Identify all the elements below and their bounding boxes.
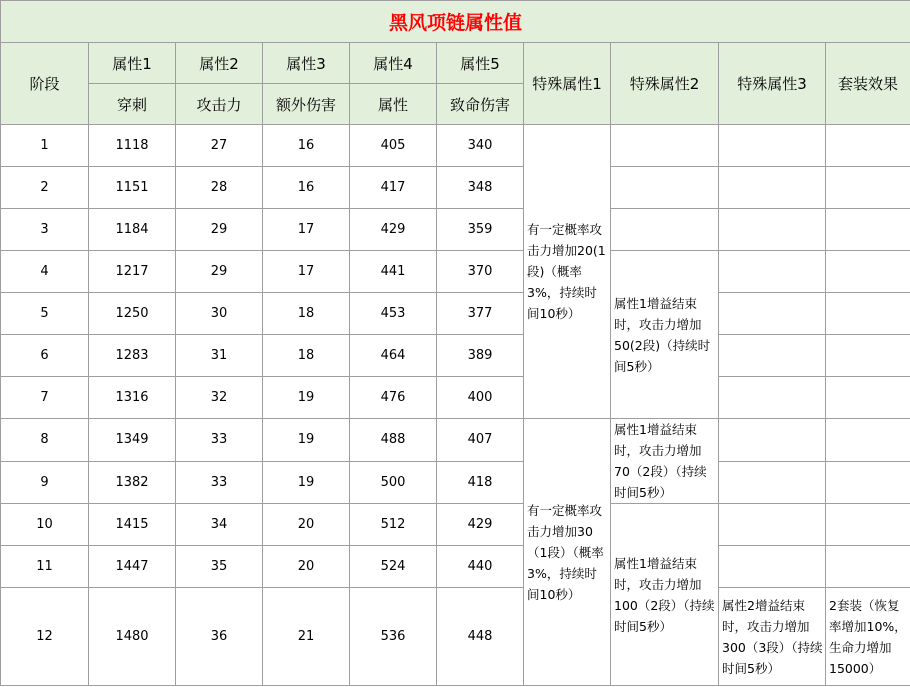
- attr3-cell: 21: [263, 588, 350, 686]
- attr2-cell: 29: [176, 209, 263, 251]
- stage-cell: 10: [1, 504, 89, 546]
- table-row: [1, 209, 910, 251]
- header-attr2: 属性2: [176, 43, 263, 84]
- header-attr3: 属性3: [263, 43, 350, 84]
- header-stage: 阶段: [1, 43, 89, 125]
- table-row: [1, 504, 910, 546]
- special2-empty-cell: [611, 209, 719, 251]
- attr1-cell: 1217: [89, 251, 176, 293]
- set-effect-empty-cell: [826, 504, 910, 546]
- attr1-cell: 1415: [89, 504, 176, 546]
- special2-empty-cell: [611, 167, 719, 209]
- set-effect-empty-cell: [826, 209, 910, 251]
- set-effect-empty-cell: [826, 419, 910, 462]
- special3-empty-cell: [719, 377, 826, 419]
- table-row: [1, 461, 910, 504]
- attr5-cell: 429: [437, 504, 524, 546]
- attr3-cell: 17: [263, 209, 350, 251]
- attr4-cell: 512: [350, 504, 437, 546]
- header-set-effect: 套装效果: [826, 43, 910, 125]
- attr5-cell: 340: [437, 125, 524, 167]
- header-special3: 特殊属性3: [719, 43, 826, 125]
- attr4-cell: 441: [350, 251, 437, 293]
- attr3-cell: 20: [263, 504, 350, 546]
- special2-cell: 属性1增益结束时，攻击力增加50(2段)（持续时间5秒）: [611, 251, 719, 419]
- attr1-cell: 1250: [89, 293, 176, 335]
- set-effect-empty-cell: [826, 377, 910, 419]
- attr3-cell: 20: [263, 546, 350, 588]
- attr5-cell: 370: [437, 251, 524, 293]
- special1-cell: 有一定概率攻击力增加30（1段）（概率3%，持续时间10秒）: [524, 419, 611, 686]
- attr4-cell: 500: [350, 461, 437, 504]
- set-effect-empty-cell: [826, 461, 910, 504]
- attr1-cell: 1480: [89, 588, 176, 686]
- special2-cell: 属性1增益结束时，攻击力增加70（2段）（持续时间5秒）: [611, 419, 719, 504]
- attr1-cell: 1283: [89, 335, 176, 377]
- special3-empty-cell: [719, 504, 826, 546]
- special3-empty-cell: [719, 546, 826, 588]
- attr4-cell: 524: [350, 546, 437, 588]
- attr5-cell: 440: [437, 546, 524, 588]
- attr4-cell: 536: [350, 588, 437, 686]
- set-effect-cell: 2套装（恢复率增加10%，生命力增加15000）: [826, 588, 910, 686]
- attr5-cell: 389: [437, 335, 524, 377]
- stage-cell: 7: [1, 377, 89, 419]
- attr2-cell: 33: [176, 419, 263, 462]
- table-row: [1, 167, 910, 209]
- stage-cell: 3: [1, 209, 89, 251]
- attr3-cell: 18: [263, 335, 350, 377]
- special3-empty-cell: [719, 251, 826, 293]
- attr1-cell: 1151: [89, 167, 176, 209]
- attr2-cell: 35: [176, 546, 263, 588]
- attr2-cell: 32: [176, 377, 263, 419]
- attr2-cell: 34: [176, 504, 263, 546]
- header-attr4-name: 属性: [350, 84, 437, 125]
- attr3-cell: 16: [263, 167, 350, 209]
- attr5-cell: 359: [437, 209, 524, 251]
- set-effect-empty-cell: [826, 335, 910, 377]
- special3-empty-cell: [719, 125, 826, 167]
- table-row: [1, 125, 910, 167]
- attr4-cell: 464: [350, 335, 437, 377]
- stage-cell: 4: [1, 251, 89, 293]
- attr4-cell: 405: [350, 125, 437, 167]
- special3-empty-cell: [719, 293, 826, 335]
- attr3-cell: 19: [263, 377, 350, 419]
- stage-cell: 1: [1, 125, 89, 167]
- stage-cell: 12: [1, 588, 89, 686]
- stage-cell: 8: [1, 419, 89, 462]
- special3-cell: 属性2增益结束时，攻击力增加300（3段）（持续时间5秒）: [719, 588, 826, 686]
- header-special2: 特殊属性2: [611, 43, 719, 125]
- header-attr1-name: 穿刺: [89, 84, 176, 125]
- header-attr5-name: 致命伤害: [437, 84, 524, 125]
- special1-cell: 有一定概率攻击力增加20(1段)（概率3%，持续时间10秒）: [524, 125, 611, 419]
- stage-cell: 9: [1, 461, 89, 504]
- attr4-cell: 417: [350, 167, 437, 209]
- attr4-cell: 488: [350, 419, 437, 462]
- header-attr4: 属性4: [350, 43, 437, 84]
- attr2-cell: 29: [176, 251, 263, 293]
- attr1-cell: 1118: [89, 125, 176, 167]
- set-effect-empty-cell: [826, 251, 910, 293]
- attr1-cell: 1184: [89, 209, 176, 251]
- table-row: [1, 588, 910, 686]
- attr2-cell: 30: [176, 293, 263, 335]
- header-attr3-name: 额外伤害: [263, 84, 350, 125]
- special2-cell: 属性1增益结束时，攻击力增加100（2段）（持续时间5秒）: [611, 504, 719, 686]
- special2-empty-cell: [611, 125, 719, 167]
- set-effect-empty-cell: [826, 546, 910, 588]
- attr3-cell: 16: [263, 125, 350, 167]
- special3-empty-cell: [719, 167, 826, 209]
- attr5-cell: 377: [437, 293, 524, 335]
- attr4-cell: 429: [350, 209, 437, 251]
- header-attr2-name: 攻击力: [176, 84, 263, 125]
- attr1-cell: 1382: [89, 461, 176, 504]
- stage-cell: 2: [1, 167, 89, 209]
- stage-cell: 11: [1, 546, 89, 588]
- attr3-cell: 19: [263, 461, 350, 504]
- attr1-cell: 1349: [89, 419, 176, 462]
- attr2-cell: 31: [176, 335, 263, 377]
- attr5-cell: 407: [437, 419, 524, 462]
- attr1-cell: 1316: [89, 377, 176, 419]
- table-title: 黑风项链属性值: [1, 1, 910, 43]
- table-row: [1, 293, 910, 335]
- attr3-cell: 18: [263, 293, 350, 335]
- table-row: [1, 377, 910, 419]
- attr2-cell: 36: [176, 588, 263, 686]
- table-row: [1, 251, 910, 293]
- attr2-cell: 33: [176, 461, 263, 504]
- table-row: [1, 335, 910, 377]
- set-effect-empty-cell: [826, 167, 910, 209]
- header-attr1: 属性1: [89, 43, 176, 84]
- attr1-cell: 1447: [89, 546, 176, 588]
- attr2-cell: 28: [176, 167, 263, 209]
- attr2-cell: 27: [176, 125, 263, 167]
- special3-empty-cell: [719, 335, 826, 377]
- table-row: [1, 546, 910, 588]
- attr5-cell: 400: [437, 377, 524, 419]
- stage-cell: 6: [1, 335, 89, 377]
- stage-cell: 5: [1, 293, 89, 335]
- attr4-cell: 453: [350, 293, 437, 335]
- attr5-cell: 448: [437, 588, 524, 686]
- special3-empty-cell: [719, 209, 826, 251]
- attr5-cell: 418: [437, 461, 524, 504]
- attr3-cell: 17: [263, 251, 350, 293]
- set-effect-empty-cell: [826, 293, 910, 335]
- table-row: [1, 419, 910, 462]
- special3-empty-cell: [719, 419, 826, 462]
- set-effect-empty-cell: [826, 125, 910, 167]
- attr4-cell: 476: [350, 377, 437, 419]
- special3-empty-cell: [719, 461, 826, 504]
- attr3-cell: 19: [263, 419, 350, 462]
- attr5-cell: 348: [437, 167, 524, 209]
- header-special1: 特殊属性1: [524, 43, 611, 125]
- header-attr5: 属性5: [437, 43, 524, 84]
